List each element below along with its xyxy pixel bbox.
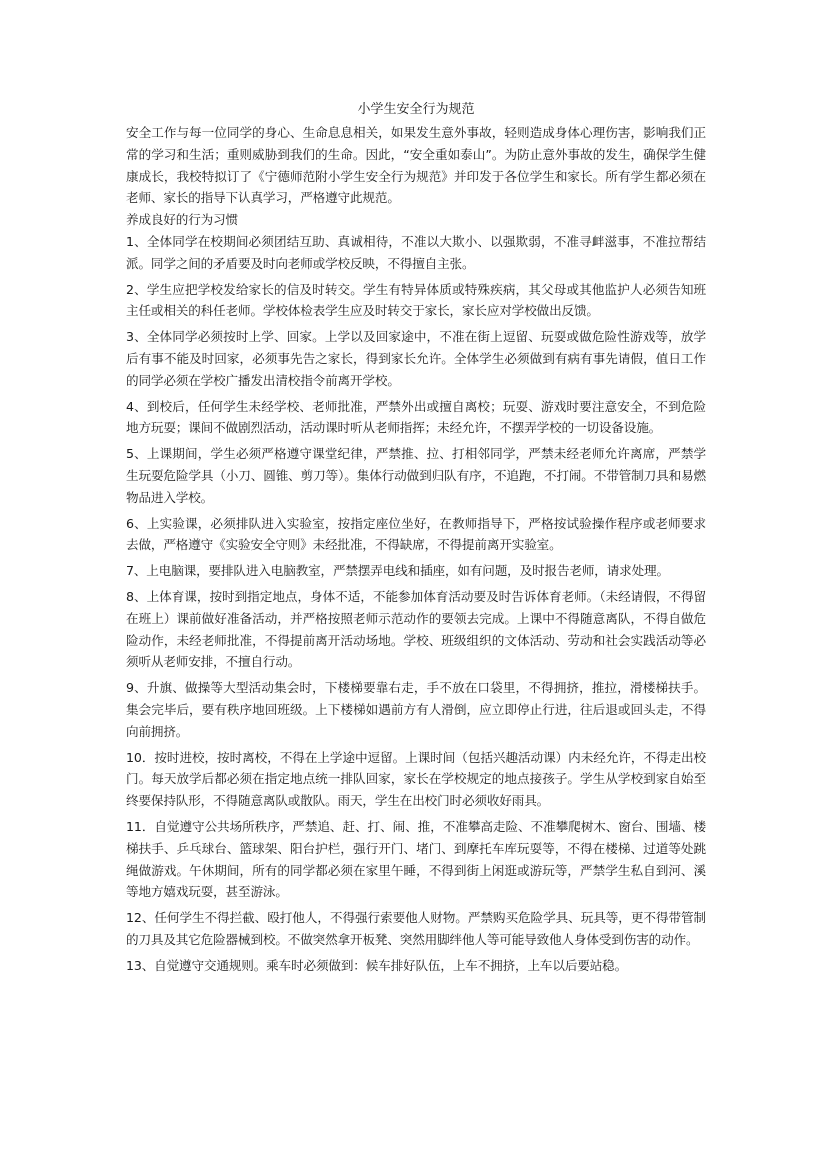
rule-item: 3、全体同学必须按时上学、回家。上学以及回家途中，不准在街上逗留、玩耍或做危险性游戏等，放学后有事不能及时回家，必须事先告之家长，得到家长允许。全体学生必须做到有病有事先请假，值日工作的同学必须在学校广播发出清校指令前离开学校。 bbox=[126, 329, 706, 388]
rule-item: 7、上电脑课，要排队进入电脑教室，严禁摆弄电线和插座，如有问题，及时报告老师，请求处理。 bbox=[126, 563, 669, 579]
rule-item: 10．按时进校，按时离校，不得在上学途中逗留。上课时间（包括兴趣活动课）内未经允许，不得走出校门。每天放学后都必须在指定地点统一排队回家，家长在学校规定的地点接孩子。学生从学校到家自始至终要保持队形，不得随意离队或散队。雨天，学生在出校门时必须收好雨具。 bbox=[126, 749, 706, 809]
rule-item: 9、升旗、做操等大型活动集会时，下楼梯要靠右走，手不放在口袋里，不得拥挤，推拉，滑楼梯扶手。集会完毕后，要有秩序地回班级。上下楼梯如遇前方有人滑倒，应立即停止行进，往后退或回头走，不得向前拥挤。 bbox=[126, 680, 706, 739]
rule-item: 12、任何学生不得拦截、殴打他人，不得强行索要他人财物。严禁购买危险学具、玩具等，更不得带管制的刀具及其它危险器械到校。不做突然拿开板凳、突然用脚绊他人等可能导致他人身体受到伤害的动作。 bbox=[126, 910, 706, 947]
rule-item: 5、上课期间，学生必须严格遵守课堂纪律，严禁推、拉、打相邻同学，严禁未经老师允许离席，严禁学生玩耍危险学具（小刀、圆锥、剪刀等）。集体行动做到归队有序，不追跑，不打闹。不带管制刀具和易燃物品进入学校。 bbox=[126, 446, 706, 505]
rule-item: 8、上体育课，按时到指定地点，身体不适，不能参加体育活动要及时告诉体育老师。（未经请假，不得留在班上）课前做好准备活动，并严格按照老师示范动作的要领去完成。上课中不得随意离队，不得自做危险动作，未经老师批准，不得提前离开活动场地。学校、班级组织的文体活动、劳动和社会实践活动等必须听从老师安排，不擅自行动。 bbox=[126, 588, 706, 670]
document-title: 小学生安全行为规范 bbox=[357, 102, 475, 117]
document-page bbox=[126, 100, 706, 980]
section-heading: 养成良好的行为习惯 bbox=[126, 212, 238, 228]
rule-item: 6、上实验课，必须排队进入实验室，按指定座位坐好，在教师指导下，严格按试验操作程序或老师要求去做，严格遵守《实验安全守则》未经批准，不得缺席，不得提前离开实验室。 bbox=[126, 515, 706, 553]
rule-item: 4、到校后，任何学生未经学校、老师批准，严禁外出或擅自离校；玩耍、游戏时要注意安全，不到危险地方玩耍；课间不做剧烈活动，活动课时听从老师指挥；未经允许，不摆弄学校的一切设备设施。 bbox=[126, 398, 706, 436]
rule-item: 11．自觉遵守公共场所秩序，严禁追、赶、打、闹、推，不准攀高走险、不准攀爬树木、窗台、围墙、楼梯扶手、乒乓球台、篮球架、阳台护栏，强行开门、堵门、到摩托车库玩耍等，不得在楼梯、过道等处跳绳做游戏。午休期间，所有的同学都必须在家里午睡，不得到街上闲逛或游玩等，严禁学生私自到河、溪等地方嬉戏玩耍，甚至游泳。 bbox=[126, 818, 706, 900]
rule-item: 2、学生应把学校发给家长的信及时转交。学生有特异体质或特殊疾病，其父母或其他监护人必须告知班主任或相关的科任老师。学校体检表学生应及时转交于家长，家长应对学校做出反馈。 bbox=[126, 281, 706, 319]
rule-item: 13、自觉遵守交通规则。乘车时必须做到：候车排好队伍，上车不拥挤，上车以后要站稳。 bbox=[126, 957, 628, 973]
intro-paragraph: 安全工作与每一位同学的身心、生命息息相关，如果发生意外事故，轻则造成身体心理伤害，影响我们正常的学习和生活；重则威胁到我们的生命。因此，“安全重如泰山”。为防止意外事故的发生，确保学生健康成长，我校特拟订了《宁德师范附小学生安全行为规范》并印发于各位学生和家长。所有学生都必须在老师、家长的指导下认真学习，严格遵守此规范。 bbox=[126, 125, 706, 206]
rule-item: 1、全体同学在校期间必须团结互助、真诚相待，不准以大欺小、以强欺弱，不准寻衅滋事，不准拉帮结派。同学之间的矛盾要及时向老师或学校反映，不得擅自主张。 bbox=[126, 233, 706, 271]
